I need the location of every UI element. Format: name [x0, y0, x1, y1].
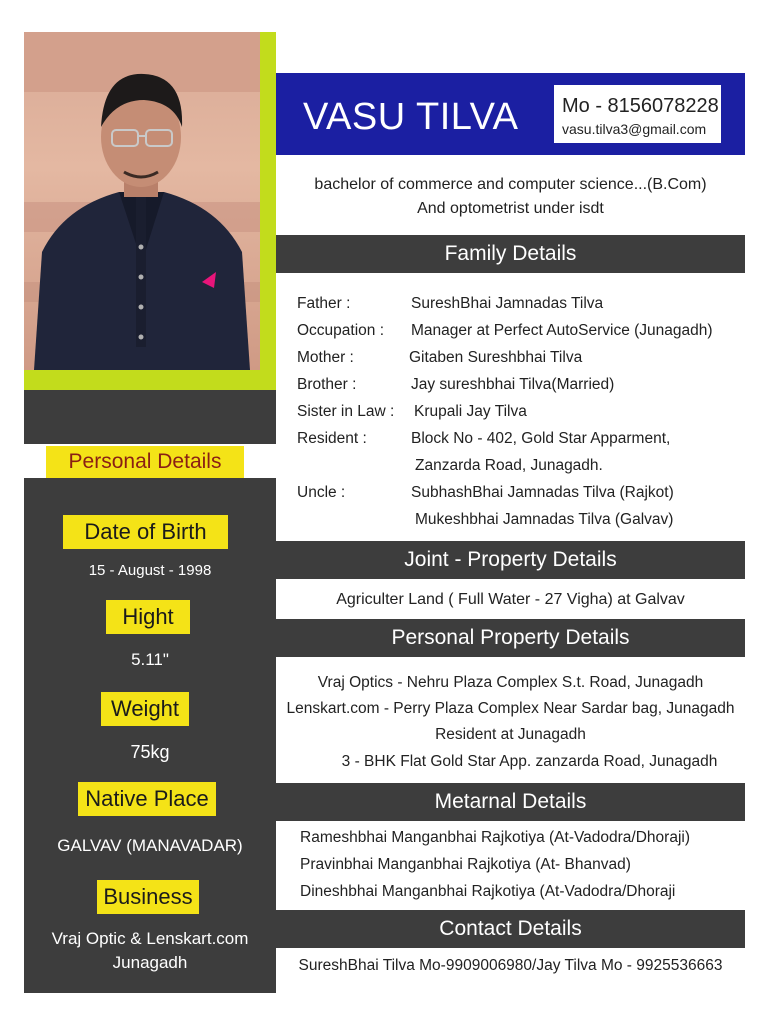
personal-property-line-4: 3 - BHK Flat Gold Star App. zanzarda Road, Junagadh [341, 753, 718, 770]
joint-property-heading: Joint - Property Details [276, 541, 745, 579]
mother-value: Gitaben Sureshbhai Tilva [409, 349, 583, 366]
maternal-details-heading: Metarnal Details [276, 783, 745, 821]
family-details-heading: Family Details [276, 235, 745, 273]
occupation-label: Occupation : [297, 322, 385, 339]
father-value: SureshBhai Jamnadas Tilva [411, 295, 604, 312]
maternal-line-2: Pravinbhai Manganbhai Rajkotiya (At- Bhanvad) [300, 856, 631, 873]
maternal-line-1: Rameshbhai Manganbhai Rajkotiya (At-Vadodra/Dhoraji) [300, 829, 690, 846]
height-value: 5.11" [131, 650, 169, 669]
uncle-value-line1: SubhashBhai Jamnadas Tilva (Rajkot) [411, 484, 674, 501]
native-place-value: GALVAV (MANAVADAR) [57, 836, 243, 855]
education-line-1: bachelor of commerce and computer science...(B.Com) [314, 176, 707, 193]
weight-label: Weight [101, 692, 189, 726]
personal-details-panel [24, 478, 276, 993]
resident-value-line1: Block No - 402, Gold Star Apparment, [411, 430, 671, 447]
personal-property-line-1: Vraj Optics - Nehru Plaza Complex S.t. Road, Junagadh [317, 674, 704, 691]
resident-value-line2: Zanzarda Road, Junagadh. [415, 457, 603, 474]
contact-details-heading: Contact Details [276, 910, 745, 948]
maternal-line-3: Dineshbhai Manganbhai Rajkotiya (At-Vadodra/Dhoraji [300, 883, 676, 900]
height-label: Hight [106, 600, 190, 634]
profile-photo [24, 32, 260, 370]
email-address: vasu.tilva3@gmail.com [562, 121, 707, 137]
mobile-number: Mo - 8156078228 [562, 95, 719, 117]
portrait-illustration [24, 32, 260, 370]
joint-property-text: Agriculter Land ( Full Water - 27 Vigha) at Galvav [336, 591, 685, 608]
business-value-line2: Junagadh [112, 953, 188, 972]
uncle-label: Uncle : [297, 484, 346, 501]
full-name: VASU TILVA [303, 96, 519, 138]
brother-value: Jay sureshbhai Tilva(Married) [411, 376, 615, 393]
mother-label: Mother : [297, 349, 354, 366]
dob-value: 15 - August - 1998 [88, 562, 212, 579]
dob-label: Date of Birth [63, 515, 228, 549]
education-line-2: And optometrist under isdt [417, 200, 604, 217]
personal-details-heading: Personal Details [46, 446, 244, 478]
occupation-value: Manager at Perfect AutoService (Junagadh) [411, 322, 713, 339]
personal-property-line-3: Resident at Junagadh [435, 726, 586, 743]
contact-details-text: SureshBhai Tilva Mo-9909006980/Jay Tilva Mo - 9925536663 [298, 957, 723, 974]
uncle-value-line2: Mukeshbhai Jamnadas Tilva (Galvav) [415, 511, 674, 528]
photo-underbar [24, 390, 276, 444]
father-label: Father : [297, 295, 351, 312]
sister-in-law-label: Sister in Law : [297, 403, 395, 420]
personal-property-heading: Personal Property Details [276, 619, 745, 657]
personal-property-line-2: Lenskart.com - Perry Plaza Complex Near Sardar bag, Junagadh [286, 700, 735, 717]
business-value-line1: Vraj Optic & Lenskart.com [51, 929, 249, 948]
resident-label: Resident : [297, 430, 367, 447]
business-label: Business [97, 880, 199, 914]
native-place-label: Native Place [78, 782, 216, 816]
brother-label: Brother : [297, 376, 357, 393]
weight-value: 75kg [130, 742, 170, 762]
sister-in-law-value: Krupali Jay Tilva [414, 403, 527, 420]
